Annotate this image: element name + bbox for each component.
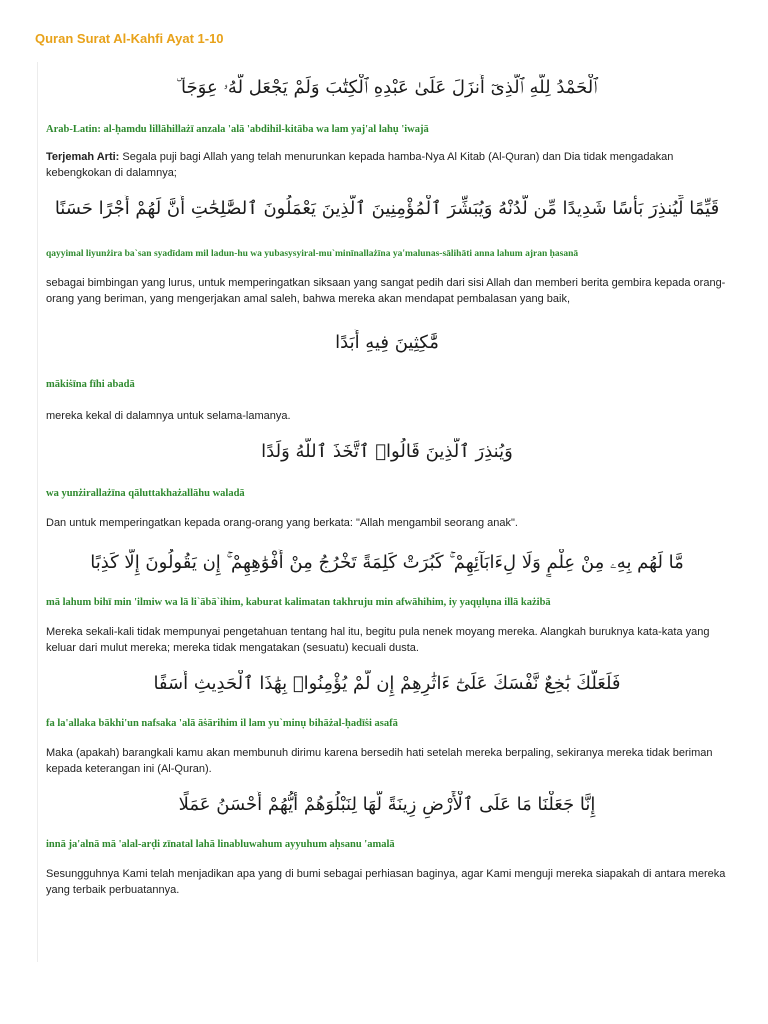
translation-value: Segala puji bagi Allah yang telah menurunkan kepada hamba-Nya Al Kitab (Al-Quran) dan Dia tidak mengadakan kebengkokan di dalamnya; <box>46 151 674 179</box>
arabic-text: ٱلْحَمْدُ لِلَّهِ ٱلَّذِىٓ أَنزَلَ عَلَىٰ عَبْدِهِ ٱلْكِتَٰبَ وَلَمْ يَجْعَل لَّهُۥ عِوَجَا ۜ <box>176 77 598 98</box>
translation-text: mereka kekal di dalamnya untuk selama-lamanya. <box>46 410 291 422</box>
latin-label: Arab-Latin: <box>46 124 101 135</box>
translation-label: Terjemah Arti: <box>46 151 120 163</box>
translation-text: sebagai bimbingan yang lurus, untuk memperingatkan siksaan yang sangat pedih dari sisi Allah dan memberi berita gembira kepada orang-orang yang beriman, yang mengerjakan amal saleh, bahwa mereka akan mendapat pembalasan yang baik, <box>46 277 726 305</box>
latin-value: al-ḥamdu lillāhillażī anzala 'alā 'abdihil-kitāba wa lam yaj'al lahụ 'iwajā <box>100 124 429 135</box>
translation-text: Sesungguhnya Kami telah menjadikan apa yang di bumi sebagai perhiasan baginya, agar Kami menguji mereka siapakah di antara mereka yang terbaik perbuatannya. <box>46 868 726 896</box>
arabic-text: فَلَعَلَّكَ بَٰخِعٌ نَّفْسَكَ عَلَىٰٓ ءَاثَٰرِهِمْ إِن لَّمْ يُؤْمِنُوا۟ بِهَٰذَا ٱلْحَدِيثِ أَسَفًا <box>153 673 621 694</box>
latin-text <box>46 124 728 135</box>
translation-text <box>46 149 728 181</box>
verse-6 <box>38 670 728 777</box>
arabic-text: قَيِّمًا لِّيُنذِرَ بَأْسًا شَدِيدًا مِّن لَّدُنْهُ وَيُبَشِّرَ ٱلْمُؤْمِنِينَ ٱلَّذِينَ يَعْمَلُونَ ٱلصَّٰلِحَٰتِ أَنَّ لَهُمْ أَجْرًا حَسَنًا <box>54 198 720 219</box>
arabic-text: وَيُنذِرَ ٱلَّذِينَ قَالُوا۟ ٱتَّخَذَ ٱللَّهُ وَلَدًا <box>261 441 513 462</box>
translation-text: Dan untuk memperingatkan kepada orang-orang yang berkata: "Allah mengambil seorang anak". <box>46 517 518 529</box>
verse-list <box>37 62 728 962</box>
verse-3 <box>38 329 728 424</box>
latin-text: innā ja'alnā mā 'alal-arḍi zīnatal lahā linabluwahum ayyuhum aḥsanu 'amalā <box>46 839 395 850</box>
verse-5 <box>38 549 728 656</box>
latin-text: qayyimal liyunżira ba`san syadīdam mil ladun-hu wa yubasysyiral-mu`minīnallażīna ya'malunas-sālihāti anna lahum ajran ḥasanā <box>46 249 579 259</box>
verse-7 <box>38 791 728 898</box>
latin-text: mākiṡīna fīhi abadā <box>46 379 135 390</box>
page-title: Quran Surat Al-Kahfi Ayat 1-10 <box>35 31 224 46</box>
latin-text: wa yunżirallażīna qāluttakhażallāhu waladā <box>46 488 245 499</box>
verse-2 <box>38 195 728 307</box>
latin-text: mā lahum bihī min 'ilmiw wa lā li`ābā`ihim, kaburat kalimatan takhruju min afwāhihim, iy yaqụlụna illā każibā <box>46 597 551 608</box>
verse-1 <box>38 74 728 181</box>
arabic-text: مَّٰكِثِينَ فِيهِ أَبَدًا <box>335 332 439 353</box>
translation-text: Mereka sekali-kali tidak mempunyai pengetahuan tentang hal itu, begitu pula nenek moyang mereka. Alangkah buruknya kata-kata yang keluar dari mulut mereka; mereka tidak mengatakan (sesuatu) kecuali dusta. <box>46 626 710 654</box>
arabic-text: إِنَّا جَعَلْنَا مَا عَلَى ٱلْأَرْضِ زِينَةً لَّهَا لِنَبْلُوَهُمْ أَيُّهُمْ أَحْسَنُ عَمَلًا <box>178 794 596 815</box>
verse-4 <box>38 438 728 531</box>
arabic-text: مَّا لَهُم بِهِۦ مِنْ عِلْمٍ وَلَا لِءَابَآئِهِمْ ۚ كَبُرَتْ كَلِمَةً تَخْرُجُ مِنْ أَفْوَٰهِهِمْ ۚ إِن يَقُولُونَ إِلَّا كَذِبًا <box>90 552 684 573</box>
translation-text: Maka (apakah) barangkali kamu akan membunuh dirimu karena bersedih hati setelah mereka berpaling, sekiranya mereka tidak beriman kepada keterangan ini (Al-Quran). <box>46 747 713 775</box>
latin-text: fa la'allaka bākhi'un nafsaka 'alā āṡārihim il lam yu`minụ bihāżal-ḥadīṡi asafā <box>46 718 398 729</box>
